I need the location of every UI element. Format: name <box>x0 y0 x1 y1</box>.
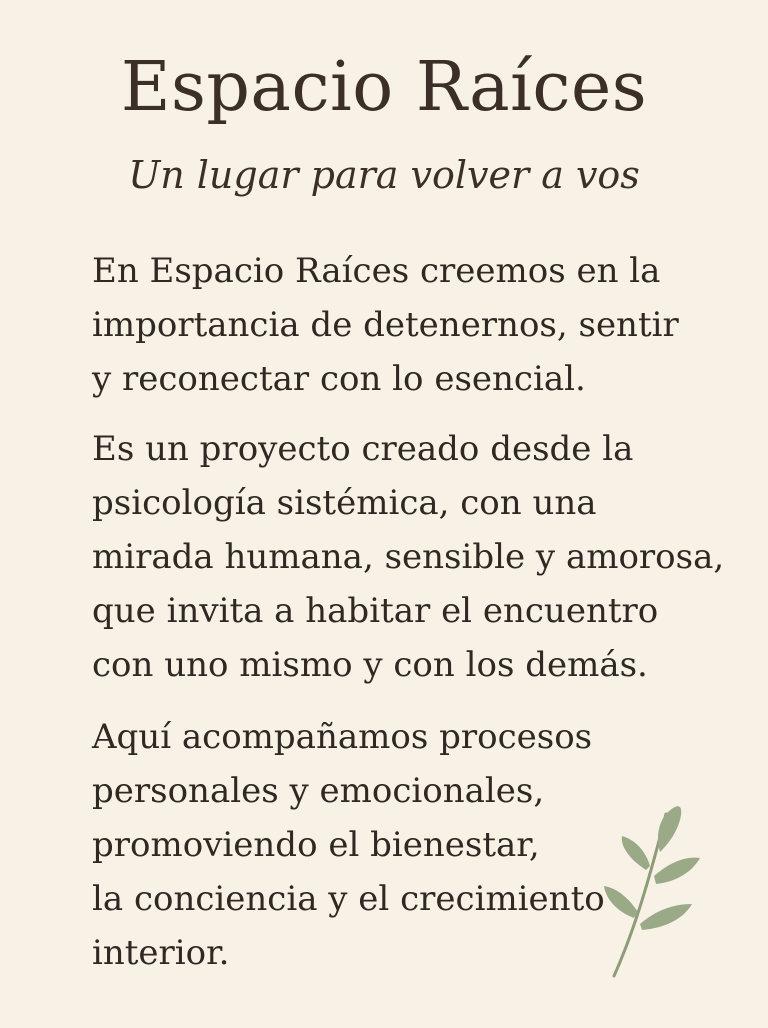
paragraph-line: personales y emocionales, <box>92 771 545 811</box>
paragraph-line: interior. <box>92 933 230 973</box>
paragraph-line: Es un proyecto creado desde la <box>92 429 634 469</box>
paragraph-line: con uno mismo y con los demás. <box>92 645 648 685</box>
paragraph-line: importancia de detenernos, sentir <box>92 305 679 345</box>
paragraph-line: promoviendo el bienestar, <box>92 825 540 865</box>
paragraph-line: y reconectar con lo esencial. <box>92 359 586 399</box>
paragraph-line: mirada humana, sensible y amorosa, <box>92 537 725 577</box>
paragraph-project <box>92 422 752 692</box>
paragraph-line: psicología sistémica, con una <box>92 483 597 523</box>
page-title: Espacio Raíces <box>120 48 648 127</box>
olive-sprig-icon <box>600 800 710 980</box>
paragraph-line: la conciencia y el crecimiento <box>92 879 605 919</box>
page-subtitle: Un lugar para volver a vos <box>128 153 640 197</box>
paragraph-line: Aquí acompañamos procesos <box>92 717 593 757</box>
paragraph-line: que invita a habitar el encuentro <box>92 591 659 631</box>
paragraph-intro <box>92 244 752 406</box>
paragraph-line: En Espacio Raíces creemos en la <box>92 251 661 291</box>
